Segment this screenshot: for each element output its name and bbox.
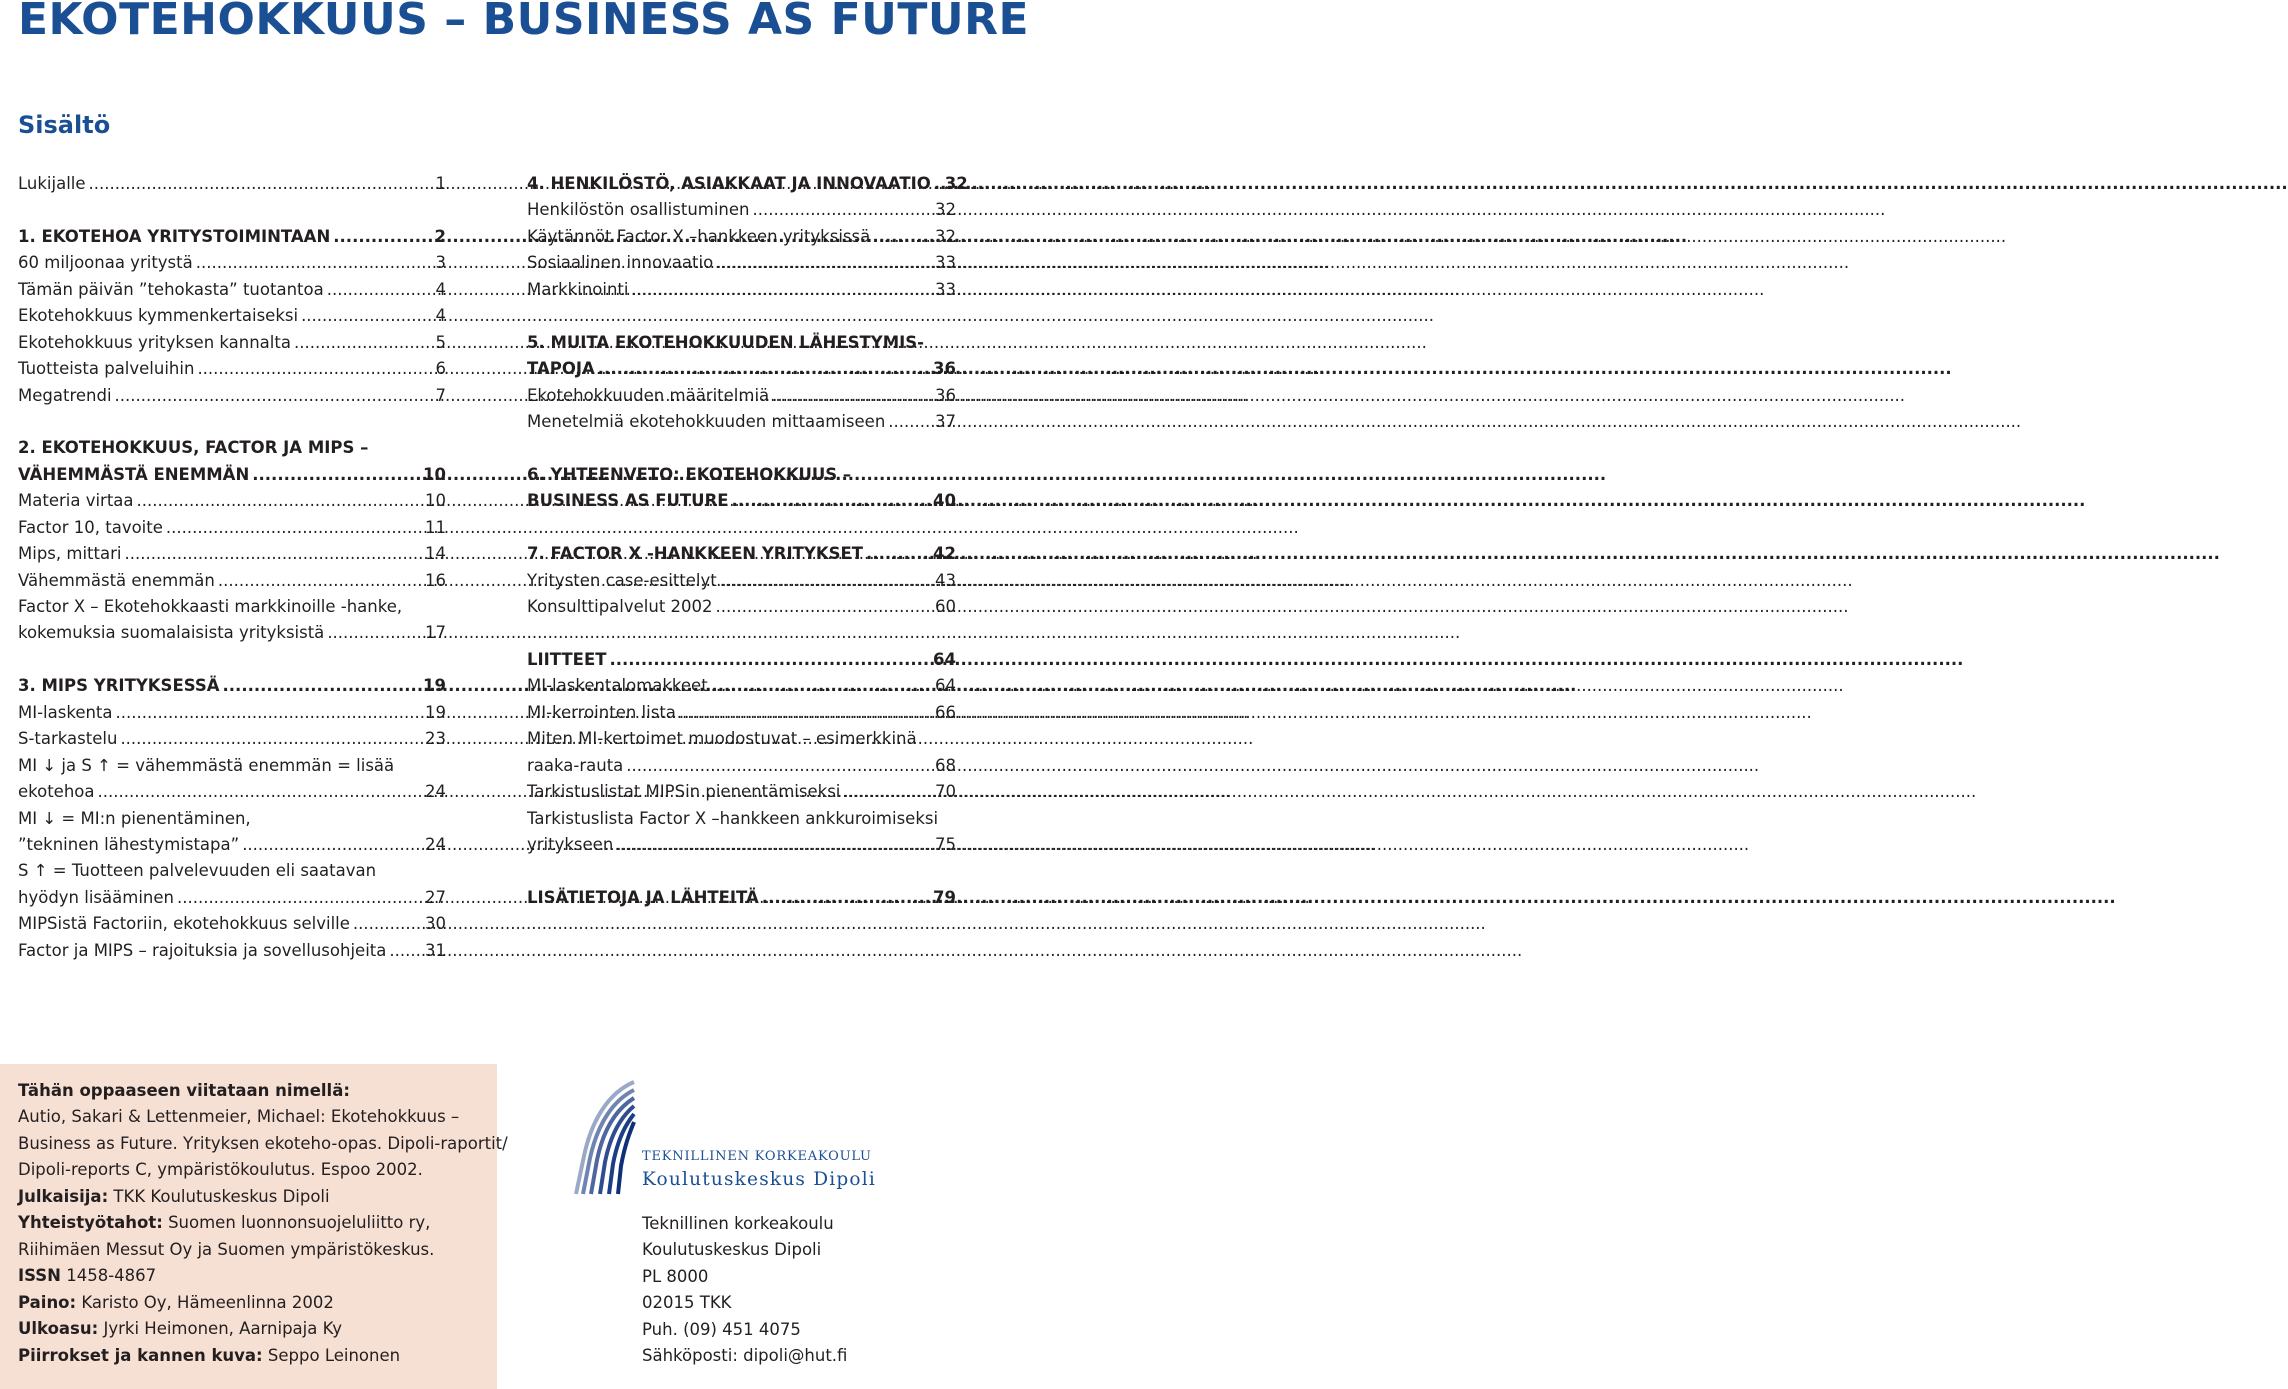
toc-entry-title: BUSINESS AS FUTURE: [527, 491, 729, 511]
toc-entry-page: 60: [935, 597, 956, 616]
toc-entry-title: Lukijalle: [18, 174, 86, 193]
toc-leader-dots: [223, 673, 421, 699]
toc-entry: [527, 488, 956, 514]
toc-entry-title: raaka-rauta: [527, 755, 624, 775]
toc-entry-title: Tämän päivän ”tehokasta” tuotantoa: [18, 279, 324, 299]
logo-line-2: Koulutuskeskus Dipoli: [642, 1169, 876, 1190]
toc-entry: [18, 303, 446, 329]
toc-entry-page: 23: [425, 729, 446, 749]
toc-entry-title: 3. MIPS YRITYKSESSÄ: [18, 676, 220, 696]
toc-leader-dots: [934, 171, 942, 197]
toc-leader-dots: [120, 726, 422, 752]
issn: ISSN 1458-4867: [18, 1266, 157, 1286]
partners: Yhteistyötahot: Suomen luonnonsuojeluliitto ry,: [18, 1213, 431, 1233]
contact-address: [642, 1211, 847, 1370]
toc-entry: [527, 171, 968, 197]
toc-entry-page: 1: [435, 174, 446, 193]
toc-entry-title: 5. MUITA EKOTEHOKKUUDEN LÄHESTYMIS-: [527, 332, 924, 352]
toc-entry-title: S ↑ = Tuotteen palvelevuuden eli saatavan: [18, 861, 377, 881]
toc-entry: [18, 700, 446, 726]
toc-entry-title: 2. EKOTEHOKKUUS, FACTOR JA MIPS –: [18, 438, 369, 458]
toc-leader-dots: [888, 409, 932, 435]
toc-entry-title: 1. EKOTEHOA YRITYSTOIMINTAAN: [18, 226, 331, 246]
toc-entry-page: 36: [933, 359, 956, 379]
toc-entry-page: 37: [935, 411, 956, 431]
toc-entry: [18, 435, 446, 461]
toc-entry-title: MI-laskentalomakkeet: [527, 676, 708, 696]
toc-entry-page: 19: [423, 676, 446, 696]
toc-leader-dots: [242, 832, 422, 858]
toc-leader-dots: [177, 885, 422, 911]
toc-entry: [18, 620, 446, 646]
toc-entry-title: yritykseen: [527, 834, 614, 854]
toc-entry-page: 64: [933, 649, 956, 669]
publisher: Julkaisija: TKK Koulutuskeskus Dipoli: [18, 1186, 330, 1206]
toc-leader-dots: [218, 568, 422, 594]
toc-entry: [18, 673, 446, 699]
toc-spacer: [527, 303, 956, 329]
citation-line: Autio, Sakari & Lettenmeier, Michael: Ekotehokkuus –: [18, 1107, 460, 1127]
toc-entry: [18, 806, 446, 832]
toc-entry-page: 11: [425, 517, 446, 537]
toc-leader-dots: [327, 277, 433, 303]
toc-entry-page: 19: [425, 702, 446, 722]
toc-entry-title: Megatrendi: [18, 385, 112, 405]
toc-entry-title: Tuotteista palveluihin: [18, 359, 195, 379]
toc-entry: [527, 250, 956, 276]
toc-leader-dots: [866, 541, 930, 567]
toc-entry: [527, 224, 956, 250]
toc-entry-page: 30: [425, 914, 446, 934]
toc-entry: [18, 541, 446, 567]
toc-entry: [18, 858, 446, 884]
toc-entry: [527, 885, 956, 911]
toc-entry: [18, 911, 446, 937]
toc-entry-page: 33: [935, 253, 956, 273]
toc-entry-title: S-tarkastelu: [18, 729, 118, 749]
email: Sähköposti: dipoli@hut.fi: [642, 1346, 848, 1366]
toc-entry: [18, 250, 446, 276]
toc-leader-dots: [333, 224, 431, 250]
toc-entry-page: 24: [425, 782, 446, 802]
toc-leader-dots: [294, 330, 433, 356]
toc-entry: [18, 779, 446, 805]
toc-entry-title: 7. FACTOR X -HANKKEEN YRITYKSET: [527, 544, 864, 564]
toc-entry-page: 24: [425, 834, 446, 854]
toc-leader-dots: [115, 383, 433, 409]
toc-entry: [527, 568, 956, 594]
toc-leader-dots: [197, 356, 432, 382]
toc-entry: [18, 568, 446, 594]
toc-leader-dots: [98, 779, 423, 805]
toc-spacer: [18, 647, 446, 673]
toc-leader-dots: [196, 250, 433, 276]
toc-spacer: [527, 515, 956, 541]
toc-spacer: [18, 197, 446, 223]
toc-leader-dots: [762, 885, 930, 911]
toc-entry-page: 70: [935, 782, 956, 802]
toc-leader-dots: [843, 779, 932, 805]
toc-entry-title: LIITTEET: [527, 649, 607, 669]
toc-entry-title: Käytännöt Factor X –hankkeen yrityksissä: [527, 226, 871, 246]
toc-entry-title: Sosiaalinen innovaatio: [527, 253, 714, 273]
toc-leader-dots: [716, 250, 932, 276]
toc-entry-page: 75: [935, 834, 956, 854]
toc-entry-page: 32: [935, 200, 956, 220]
toc-entry-title: Factor 10, tavoite: [18, 517, 163, 537]
toc-leader-dots: [626, 753, 932, 779]
toc-entry-title: Ekotehokkuus yrityksen kannalta: [18, 332, 291, 352]
toc-entry-page: 2: [434, 226, 446, 246]
toc-spacer: [527, 435, 956, 461]
toc-entry: [527, 700, 956, 726]
toc-right-column: [527, 171, 968, 911]
toc-entry-page: 32: [944, 174, 968, 193]
toc-entry-title: Vähemmästä enemmän: [18, 570, 215, 590]
toc-entry-page: 68: [935, 755, 956, 775]
toc-entry: [527, 779, 956, 805]
toc-entry: [527, 197, 956, 223]
toc-leader-dots: [389, 938, 422, 964]
address-line: Teknillinen korkeakoulu: [642, 1214, 834, 1233]
toc-entry: [527, 726, 956, 752]
toc-entry-page: 43: [935, 570, 956, 590]
toc-entry-title: 60 miljoonaa yritystä: [18, 253, 193, 273]
toc-entry-title: ekotehoa: [18, 782, 95, 802]
toc-entry-title: kokemuksia suomalaisista yrityksistä: [18, 623, 325, 643]
toc-entry-title: Ekotehokkuus kymmenkertaiseksi: [18, 306, 299, 326]
toc-entry-title: Ekotehokkuuden määritelmiä: [527, 385, 770, 405]
toc-entry: [18, 515, 446, 541]
toc-entry-title: Markkinointi: [527, 279, 629, 299]
toc-entry-title: Materia virtaa: [18, 491, 134, 511]
toc-leader-dots: [137, 488, 422, 514]
toc-entry: [18, 753, 446, 779]
toc-leader-dots: [631, 277, 932, 303]
toc-spacer: [527, 620, 956, 646]
toc-entry-page: 14: [425, 544, 446, 564]
toc-entry: [18, 462, 446, 488]
toc-entry: [527, 462, 956, 488]
toc-entry-title: 4. HENKILÖSTÖ, ASIAKKAAT JA INNOVAATIO: [527, 174, 931, 193]
toc-entry: [18, 356, 446, 382]
toc-left-column: [18, 171, 446, 964]
toc-leader-dots: [772, 383, 932, 409]
tkk-logo-icon: [570, 1078, 636, 1196]
toc-entry-page: 42: [933, 544, 956, 564]
partners-cont: Riihimäen Messut Oy ja Suomen ympäristökeskus.: [18, 1239, 435, 1259]
citation-line: Business as Future. Yrityksen ekoteho-opas. Dipoli-raportit/: [18, 1133, 508, 1153]
toc-entry-page: 36: [935, 385, 956, 405]
toc-entry-title: VÄHEMMÄSTÄ ENEMMÄN: [18, 464, 250, 484]
toc-entry-page: 64: [935, 676, 956, 696]
toc-heading: Sisältö: [18, 111, 111, 139]
toc-entry-title: Factor X – Ekotehokkaasti markkinoille -hanke,: [18, 597, 403, 616]
toc-leader-dots: [720, 568, 932, 594]
toc-entry: [527, 673, 956, 699]
address-line: PL 8000: [642, 1266, 709, 1286]
toc-entry: [18, 383, 446, 409]
toc-entry-title: Henkilöstön osallistuminen: [527, 200, 750, 220]
toc-entry-page: 32: [935, 226, 956, 246]
toc-leader-dots: [301, 303, 432, 329]
toc-entry-title: LISÄTIETOJA JA LÄHTEITÄ: [527, 887, 759, 907]
toc-entry: [18, 594, 446, 620]
toc-leader-dots: [753, 197, 932, 223]
toc-entry: [18, 224, 446, 250]
toc-entry: [18, 726, 446, 752]
toc-entry: [527, 753, 956, 779]
toc-entry-page: 10: [423, 464, 446, 484]
address-line: Koulutuskeskus Dipoli: [642, 1240, 822, 1260]
toc-entry-title: MI-kerrointen lista: [527, 702, 676, 722]
toc-leader-dots: [732, 488, 930, 514]
toc-entry-page: 3: [435, 253, 446, 273]
toc-entry-title: hyödyn lisääminen: [18, 887, 174, 907]
toc-leader-dots: [616, 832, 932, 858]
toc-entry-title: Yritysten case-esittelyt: [527, 570, 717, 590]
toc-entry-page: 17: [425, 623, 446, 643]
toc-entry-title: Mips, mittari: [18, 544, 122, 564]
toc-entry: [527, 409, 956, 435]
toc-entry-page: 66: [935, 702, 956, 722]
toc-entry-title: MI ↓ ja S ↑ = vähemmästä enemmän = lisää: [18, 755, 395, 775]
phone: Puh. (09) 451 4075: [642, 1319, 801, 1339]
toc-leader-dots: [716, 594, 932, 620]
toc-entry: [18, 938, 446, 964]
toc-entry-page: 5: [435, 332, 446, 352]
toc-leader-dots: [873, 224, 932, 250]
toc-entry: [527, 832, 956, 858]
toc-leader-dots: [327, 620, 422, 646]
toc-entry-page: 10: [425, 491, 446, 511]
toc-entry: [527, 383, 956, 409]
toc-entry-page: 27: [425, 887, 446, 907]
toc-entry: [527, 330, 956, 356]
toc-entry: [527, 541, 956, 567]
toc-entry-title: ”tekninen lähestymistapa”: [18, 834, 240, 854]
toc-entry-page: 40: [933, 491, 956, 511]
organization-logo-text: [642, 1148, 876, 1194]
page-title: EKOTEHOKKUUS – BUSINESS AS FUTURE: [18, 0, 1030, 45]
toc-entry-title: Miten MI-kertoimet muodostuvat – esimerkkinä: [527, 729, 917, 749]
citation-heading: Tähän oppaaseen viitataan nimellä:: [18, 1081, 350, 1100]
toc-leader-dots: [609, 647, 930, 673]
toc-entry-page: 4: [435, 279, 446, 299]
toc-leader-dots: [116, 700, 422, 726]
toc-entry: [527, 594, 956, 620]
toc-entry: [527, 806, 956, 832]
toc-entry-page: 33: [935, 279, 956, 299]
toc-leader-dots: [124, 541, 422, 567]
toc-entry: [18, 330, 446, 356]
toc-spacer: [527, 858, 956, 884]
toc-entry: [18, 885, 446, 911]
toc-entry-title: Menetelmiä ekotehokkuuden mittaamiseen: [527, 411, 886, 431]
toc-entry: [18, 277, 446, 303]
toc-entry: [18, 171, 446, 197]
toc-entry-page: 7: [435, 385, 446, 405]
toc-entry: [18, 832, 446, 858]
printer: Paino: Karisto Oy, Hämeenlinna 2002: [18, 1292, 334, 1312]
toc-entry-page: 4: [435, 306, 446, 326]
toc-leader-dots: [353, 911, 422, 937]
toc-entry-title: MI ↓ = MI:n pienentäminen,: [18, 808, 251, 828]
citation-line: Dipoli-reports C, ympäristökoulutus. Espoo 2002.: [18, 1160, 423, 1180]
toc-leader-dots: [598, 356, 930, 382]
address-line: 02015 TKK: [642, 1293, 732, 1313]
colophon: [18, 1078, 508, 1369]
logo-line-1: TEKNILLINEN KORKEAKOULU: [642, 1149, 872, 1164]
toc-entry: [527, 647, 956, 673]
toc-leader-dots: [166, 515, 422, 541]
toc-entry: [18, 488, 446, 514]
toc-entry-title: MI-laskenta: [18, 702, 113, 722]
toc-leader-dots: [711, 673, 932, 699]
toc-entry: [527, 277, 956, 303]
toc-entry-title: Tarkistuslistat MIPSin pienentämiseksi: [527, 782, 841, 802]
layout-credit: Ulkoasu: Jyrki Heimonen, Aarnipaja Ky: [18, 1319, 342, 1339]
toc-entry-title: MIPSistä Factoriin, ekotehokkuus selville: [18, 914, 350, 934]
toc-entry-page: 79: [933, 887, 956, 907]
illustrations-credit: Piirrokset ja kannen kuva: Seppo Leinonen: [18, 1345, 401, 1365]
toc-entry-title: Konsulttipalvelut 2002: [527, 597, 713, 616]
toc-entry-page: 16: [425, 570, 446, 590]
toc-entry-title: TAPOJA: [527, 359, 595, 379]
toc-entry-title: 6. YHTEENVETO: EKOTEHOKKUUS –: [527, 464, 852, 484]
toc-leader-dots: [89, 171, 433, 197]
toc-entry-title: Factor ja MIPS – rajoituksia ja sovellusohjeita: [18, 940, 387, 960]
toc-entry-page: 6: [435, 359, 446, 379]
toc-entry: [527, 356, 956, 382]
toc-leader-dots: [679, 700, 932, 726]
toc-entry-title: Tarkistuslista Factor X –hankkeen ankkuroimiseksi: [527, 808, 939, 828]
toc-entry-page: 31: [425, 940, 446, 960]
toc-spacer: [18, 409, 446, 435]
toc-leader-dots: [252, 462, 420, 488]
